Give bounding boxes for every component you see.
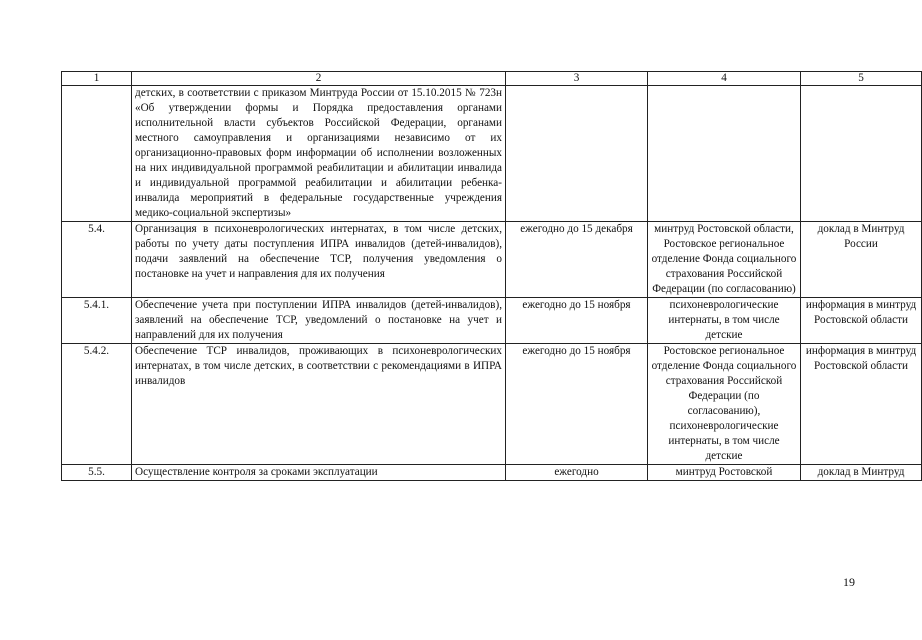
row-term: ежегодно до 15 декабря — [506, 222, 648, 298]
page-number: 19 — [843, 575, 855, 589]
row-executor: Ростовское региональное отделение Фонда социального страхования Российской Федерации (по согласованию), психоневрологические интернаты, в том числе детские — [648, 344, 801, 465]
row-text: Осуществление контроля за сроками эксплуатации — [132, 465, 506, 481]
table-row — [62, 222, 922, 298]
row-text: Обеспечение ТСР инвалидов, проживающих в психоневрологических интернатах, в том числе детских, в соответствии с рекомендациями в ИПРА инвалидов — [132, 344, 506, 465]
measures-table — [61, 71, 922, 481]
row-executor — [648, 86, 801, 222]
table-row — [62, 86, 922, 222]
header-cell-3: 3 — [506, 72, 648, 86]
header-cell-4: 4 — [648, 72, 801, 86]
row-result: информация в минтруд Ростовской области — [801, 298, 922, 344]
header-cell-2: 2 — [132, 72, 506, 86]
table-row — [62, 298, 922, 344]
row-result: доклад в Минтруд России — [801, 222, 922, 298]
row-term: ежегодно — [506, 465, 648, 481]
row-number: 5.4.1. — [62, 298, 132, 344]
row-result: информация в минтруд Ростовской области — [801, 344, 922, 465]
table-row — [62, 465, 922, 481]
row-executor: минтруд Ростовской области, Ростовское региональное отделение Фонда социального страхования Российской Федерации (по согласованию) — [648, 222, 801, 298]
row-term — [506, 86, 648, 222]
row-number: 5.4.2. — [62, 344, 132, 465]
row-result — [801, 86, 922, 222]
row-term: ежегодно до 15 ноября — [506, 298, 648, 344]
row-text: Обеспечение учета при поступлении ИПРА инвалидов (детей-инвалидов), заявлений на обеспечение ТСР, уведомлений о постановке на учет и направлений для их получения — [132, 298, 506, 344]
row-text: детских, в соответствии с приказом Минтруда России от 15.10.2015 № 723н «Об утверждении формы и Порядка предоставления органами исполнительной власти субъектов Российской Федерации, органами местного самоуправления и организациями независимо от их организационно-правовых форм информации об исполнении возложенных на них индивидуальной программой реабилитации и абилитации инвалида и индивидуальной программой реабилитации и абилитации ребенка-инвалида мероприятий в федеральные государственные учреждения медико-социальной экспертизы» — [132, 86, 506, 222]
row-number: 5.4. — [62, 222, 132, 298]
table-row — [62, 344, 922, 465]
header-cell-1: 1 — [62, 72, 132, 86]
row-number: 5.5. — [62, 465, 132, 481]
row-term: ежегодно до 15 ноября — [506, 344, 648, 465]
row-result: доклад в Минтруд — [801, 465, 922, 481]
table-header-row — [62, 72, 922, 86]
row-executor: психоневрологические интернаты, в том числе детские — [648, 298, 801, 344]
header-cell-5: 5 — [801, 72, 922, 86]
row-number — [62, 86, 132, 222]
row-text: Организация в психоневрологических интернатах, в том числе детских, работы по учету даты поступления ИПРА инвалидов (детей-инвалидов), подачи заявлений на обеспечение ТСР, получения уведомления о постановке на учет и направления для их получения — [132, 222, 506, 298]
row-executor: минтруд Ростовской — [648, 465, 801, 481]
